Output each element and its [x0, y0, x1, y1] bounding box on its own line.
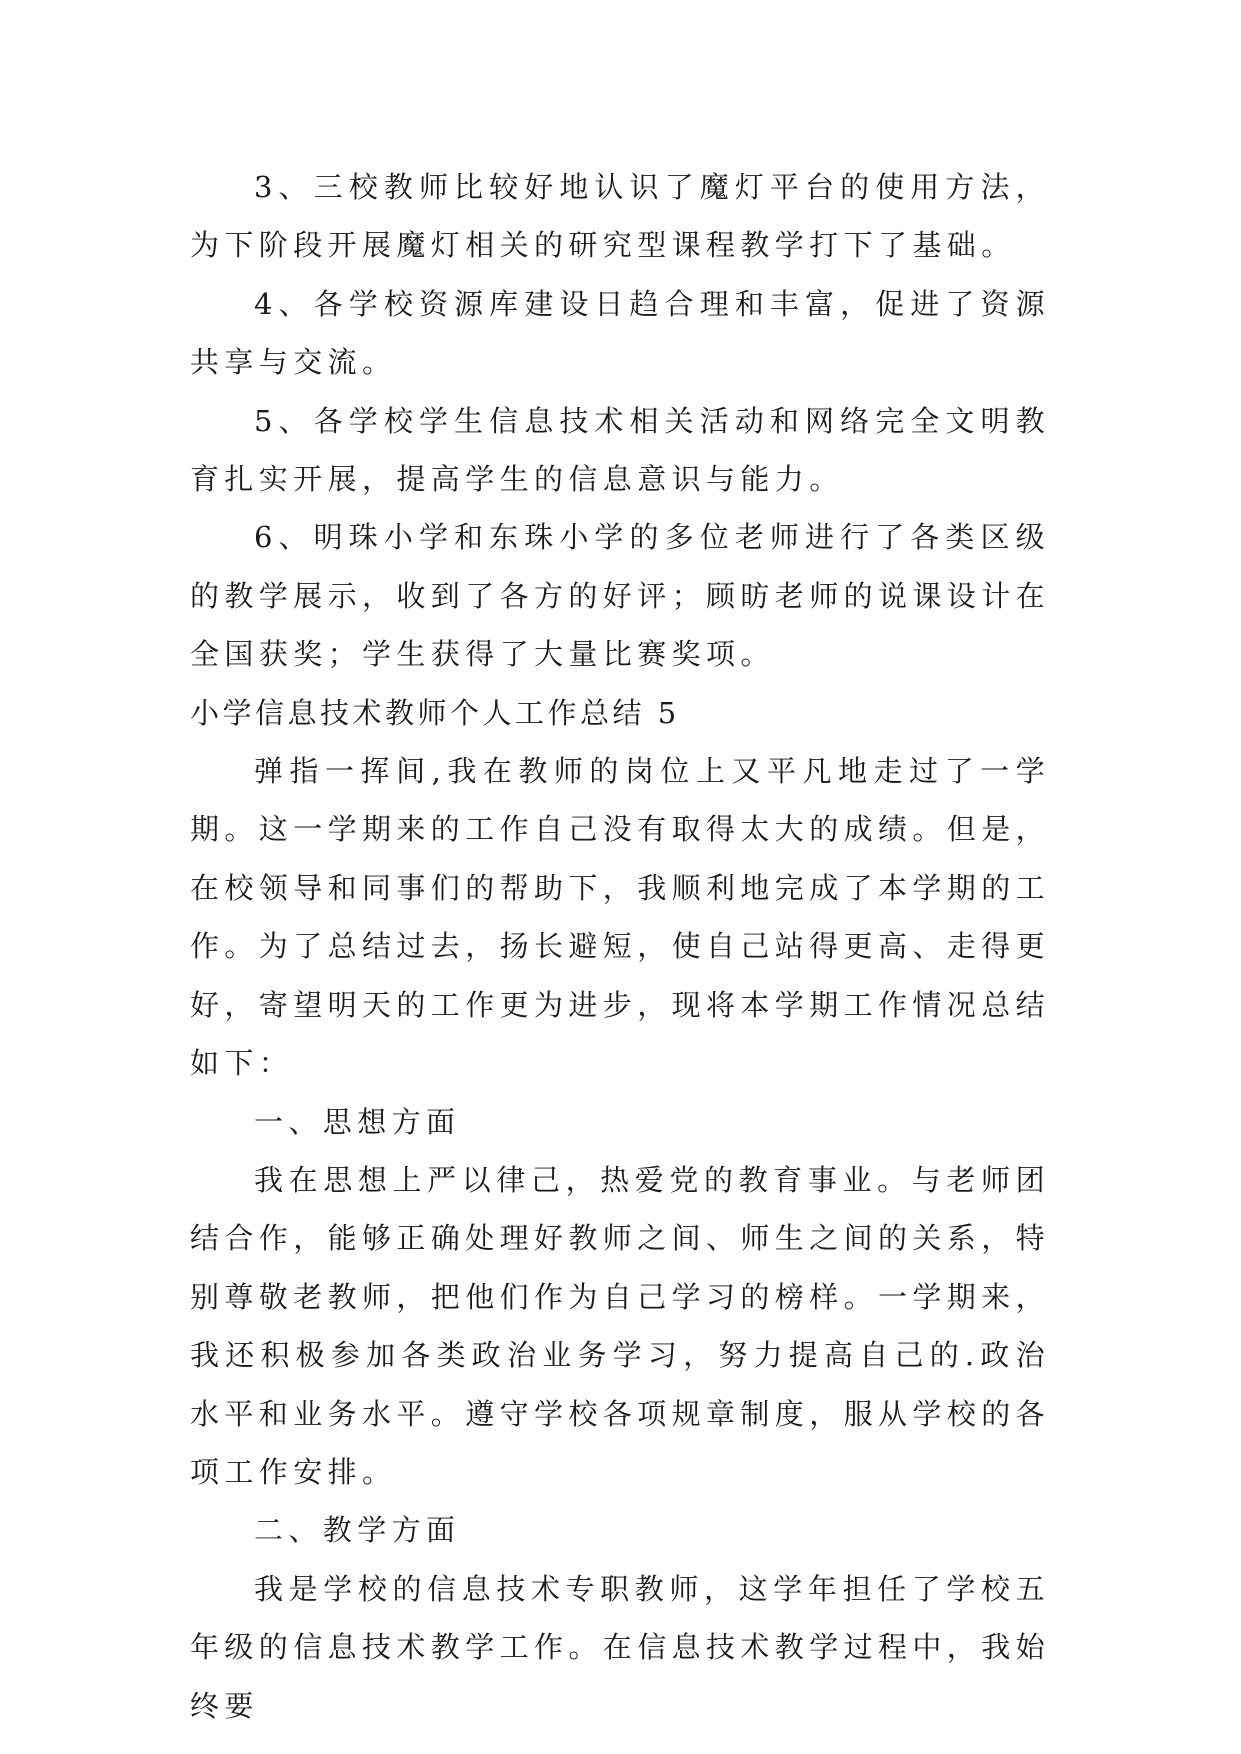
paragraph-intro: 弹指一挥间,我在教师的岗位上又平凡地走过了一学期。这一学期来的工作自己没有取得太大的成绩。但是，在校领导和同事们的帮助下，我顺利地完成了本学期的工作。为了总结过去，扬长避短，使自己站得更高、走得更好，寄望明天的工作更为进步，现将本学期工作情况总结如下：: [190, 754, 1051, 1081]
subheading-ideology: 一、思想方面: [254, 1104, 461, 1139]
paragraph-item-6: 6、明珠小学和东珠小学的多位老师进行了各类区级的教学展示，收到了各方的好评；顾昉老师的说课设计在全国获奖；学生获得了大量比赛奖项。: [190, 520, 1051, 672]
paragraph-item-3: 3、三校教师比较好地认识了魔灯平台的使用方法，为下阶段开展魔灯相关的研究型课程教学打下了基础。: [190, 170, 1050, 263]
paragraph-item-4: 4、各学校资源库建设日趋合理和丰富，促进了资源共享与交流。: [190, 286, 1050, 380]
paragraph-teaching: 我是学校的信息技术专职教师，这学年担任了学校五年级的信息技术教学工作。在信息技术教学过程中，我始终要: [190, 1571, 1051, 1723]
paragraph-item-5: 5、各学校学生信息技术相关活动和网络完全文明教育扎实开展，提高学生的信息意识与能力。: [190, 403, 1050, 497]
subheading-teaching: 二、教学方面: [254, 1513, 461, 1548]
section-title: 小学信息技术教师个人工作总结 5: [190, 695, 680, 730]
paragraph-ideology: 我在思想上严以律己，热爱党的教育事业。与老师团结合作，能够正确处理好教师之间、师生之间的关系，特别尊敬老教师，把他们作为自己学习的榜样。一学期来，我还积极参加各类政治业务学习，努力提高自己的.政治水平和业务水平。遵守学校各项规章制度，服从学校的各项工作安排。: [190, 1162, 1051, 1489]
document-body: [190, 158, 1050, 1735]
